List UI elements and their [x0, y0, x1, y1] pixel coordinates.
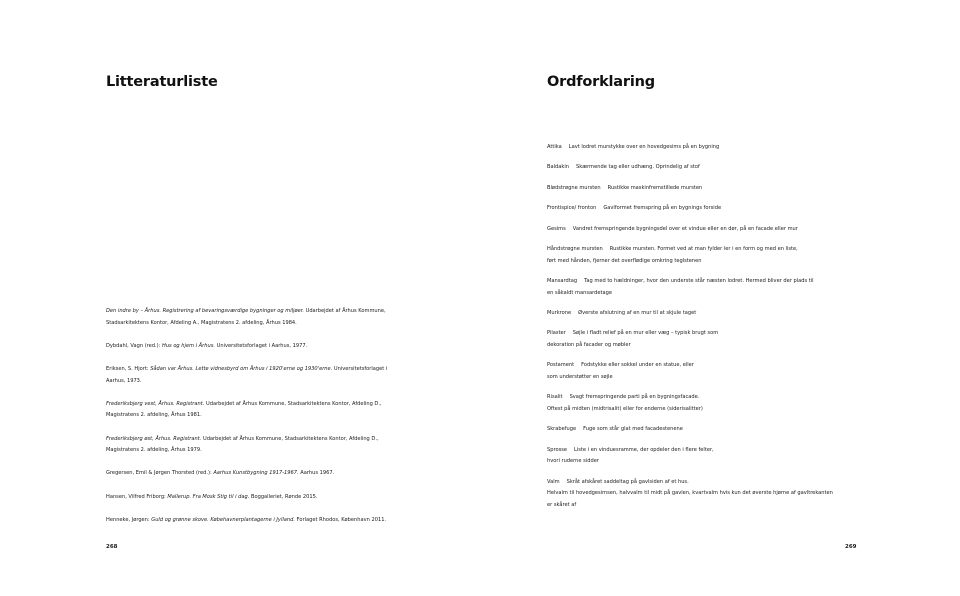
glossary-entry	[547, 392, 847, 415]
glossary-entry	[547, 445, 847, 468]
glossary-definition: Lavt lodret murstykke over en hovedgesims på en bygning	[568, 144, 720, 150]
glossary-entry	[547, 276, 847, 299]
bibliography-entry	[106, 399, 396, 422]
bibliography-entry	[106, 341, 396, 353]
glossary-definition: en såkaldt mansardetage	[547, 289, 612, 296]
glossary-line	[547, 142, 847, 154]
glossary-term: Baldakin	[547, 164, 569, 171]
entry-text: Eriksen, S. Hjort:	[106, 365, 151, 372]
glossary-entry	[547, 308, 847, 320]
glossary-definition: Skråt afskåret saddeltag på gavlsiden af et hus.	[566, 478, 689, 485]
glossary-term: Valm	[547, 478, 560, 485]
entry-text: Udarbejdet af Århus Kommune, Stadsarkitektens Kontor, Afdeling D., Magistratens 2. afdeling, Århus 1979.	[106, 435, 379, 454]
glossary-definition: ført med hånden, fjerner det overflødige omkring teglstenen	[547, 257, 702, 264]
glossary-definition: Oftest på midten (midtrisalit) eller for enderne (siderisalitter)	[547, 405, 703, 412]
glossary-entry	[547, 142, 847, 154]
glossary-line	[547, 288, 847, 300]
glossary-definition: Svagt fremspringende parti på en bygningsfacade.	[569, 394, 700, 401]
glossary-line	[547, 244, 847, 256]
glossary-line	[547, 477, 847, 489]
glossary-entry	[547, 224, 847, 236]
glossary-term: Blødstrøgne mursten	[547, 184, 601, 191]
glossary-definition: Tag med to hældninger, hvor den underste står næsten lodret. Hermed bliver der plads til	[584, 277, 814, 284]
entry-title: Aarhus Kunstbygning 1917-1967.	[213, 470, 299, 477]
entry-text: Gregersen, Emil & Jørgen Thorsted (red.):	[106, 470, 214, 477]
glossary-entry	[547, 424, 847, 436]
glossary-term: Mansardtag	[547, 277, 578, 284]
glossary-definition: Rustikke maskinfremstillede mursten	[607, 184, 703, 191]
entry-text: Universitetsforlaget i Aarhus, 1977.	[215, 342, 308, 349]
glossary-definition: Fodstykke eller sokkel under en statue, eller	[581, 362, 694, 369]
glossary-entry	[547, 244, 847, 267]
right-page	[480, 0, 960, 596]
page-heading-glossary: Ordforklaring	[547, 74, 655, 90]
glossary-line	[547, 372, 847, 384]
glossary-definition: er skåret af	[547, 501, 577, 508]
glossary-line	[547, 183, 847, 195]
glossary-line	[547, 500, 847, 512]
entry-text: Boggalleriet, Rønde 2015.	[249, 493, 318, 500]
glossary-line	[547, 360, 847, 372]
glossary-entry	[547, 360, 847, 383]
page-heading-bibliography: Litteraturliste	[106, 74, 218, 90]
glossary-definition: Øverste afslutning af en mur til at skjule taget	[578, 309, 697, 316]
bibliography-entry	[106, 434, 396, 457]
entry-title: Guld og grønne skove. Købehavnerplantagerne i Jylland.	[151, 516, 295, 523]
entry-text: Hansen, Vilfred Friborg:	[106, 493, 168, 500]
glossary-term: Gesims	[547, 225, 566, 232]
bibliography-list	[106, 306, 396, 538]
entry-title: Mallerup. Fra Mosk Stig til i dag.	[167, 493, 250, 500]
page-number-left: 268	[106, 544, 118, 550]
glossary-definition: hvori ruderne sidder	[547, 458, 599, 465]
glossary-entry	[547, 183, 847, 195]
entry-text: Udarbejdet af Århus Kommune, Stadsarkitektens Kontor, Afdeling D., Magistratens 2. afdeling, Århus 1981.	[106, 400, 382, 419]
glossary-line	[547, 445, 847, 457]
glossary-line	[547, 203, 847, 215]
entry-text: Dybdahl, Vagn (red.):	[106, 342, 162, 349]
glossary-entry	[547, 162, 847, 174]
glossary-line	[547, 340, 847, 352]
entry-title: Den indre by – Århus. Registrering af bevaringsværdige bygninger og miljøer.	[106, 308, 304, 314]
entry-title: Frederiksbjerg øst, Århus. Registrant.	[106, 435, 202, 442]
bibliography-entry	[106, 492, 396, 504]
glossary-definition: Helvalm til hovedgesimsen, halvvalm til midt på gavlen, kvartvalm hvis kun det øverste hjørne af gavltrekanten	[547, 490, 833, 497]
bibliography-entry	[106, 364, 396, 387]
glossary-line	[547, 488, 847, 500]
glossary-definition: som understøtter en søjle	[547, 373, 613, 380]
glossary-line	[547, 404, 847, 416]
glossary-line	[547, 256, 847, 268]
glossary-definition: Liste i en vinduesramme, der opdeler den i flere felter,	[574, 446, 714, 453]
glossary-definition: Rustikke mursten. Formet ved at man fylder ler i en form og med en liste,	[609, 245, 798, 252]
bibliography-entry	[106, 515, 396, 527]
glossary-line	[547, 224, 847, 236]
glossary-term: Postament	[547, 362, 575, 369]
glossary-definition: Gavlformet fremspring på en bygnings forside	[603, 205, 722, 212]
entry-title: Sådan var Århus. Lette vidnesbyrd om Århus i 1920'erne og 1930'erne.	[150, 365, 333, 372]
page-number-right: 269	[845, 544, 857, 550]
entry-title: Frederiksbjerg vest, Århus. Registrant.	[106, 400, 205, 407]
glossary-term: Sprosse	[547, 446, 568, 453]
glossary-term: Attika	[547, 144, 562, 150]
entry-text: Universitetsforlaget i Aarhus, 1973.	[106, 365, 388, 384]
glossary-definition: dekoration på facader og møbler	[547, 341, 631, 348]
glossary-line	[547, 328, 847, 340]
entry-text: Aarhus 1967.	[298, 470, 335, 477]
bibliography-entry	[106, 306, 396, 329]
glossary-term: Skrabefuge	[547, 426, 577, 433]
entry-text: Forlaget Rhodos, København 2011.	[294, 516, 387, 523]
glossary-term: Håndstrøgne mursten	[547, 245, 603, 252]
glossary-line	[547, 162, 847, 174]
glossary-list	[547, 142, 847, 520]
entry-text: Udarbejdet af Århus Kommune, Stadsarkitektens Kontor, Afdeling A., Magistratens 2. afdeling, Århus 1984.	[106, 308, 386, 326]
entry-text: Henneke, Jørgen:	[106, 516, 152, 523]
glossary-definition: Søjle i fladt relief på en mur eller væg – typisk brugt som	[572, 330, 719, 337]
glossary-line	[547, 392, 847, 404]
glossary-term: Frontispice/ fronton	[547, 205, 597, 212]
entry-title: Hus og hjem i Århus.	[161, 342, 215, 349]
glossary-term: Pilaster	[547, 330, 566, 337]
glossary-entry	[547, 477, 847, 512]
glossary-definition: Fuge som står glat med facadestenene	[583, 426, 683, 433]
bibliography-entry	[106, 468, 396, 480]
glossary-definition: Vandret fremspringende bygningsdel over et vindue eller en dør, på en facade eller mur	[572, 225, 798, 232]
glossary-term: Risalit	[547, 394, 563, 401]
glossary-entry	[547, 203, 847, 215]
glossary-entry	[547, 328, 847, 351]
glossary-line	[547, 308, 847, 320]
glossary-line	[547, 276, 847, 288]
glossary-line	[547, 456, 847, 468]
glossary-term: Murkrone	[547, 309, 572, 316]
glossary-line	[547, 424, 847, 436]
glossary-definition: Skærmende tag eller udhæng. Oprindelig af stof	[575, 164, 700, 171]
